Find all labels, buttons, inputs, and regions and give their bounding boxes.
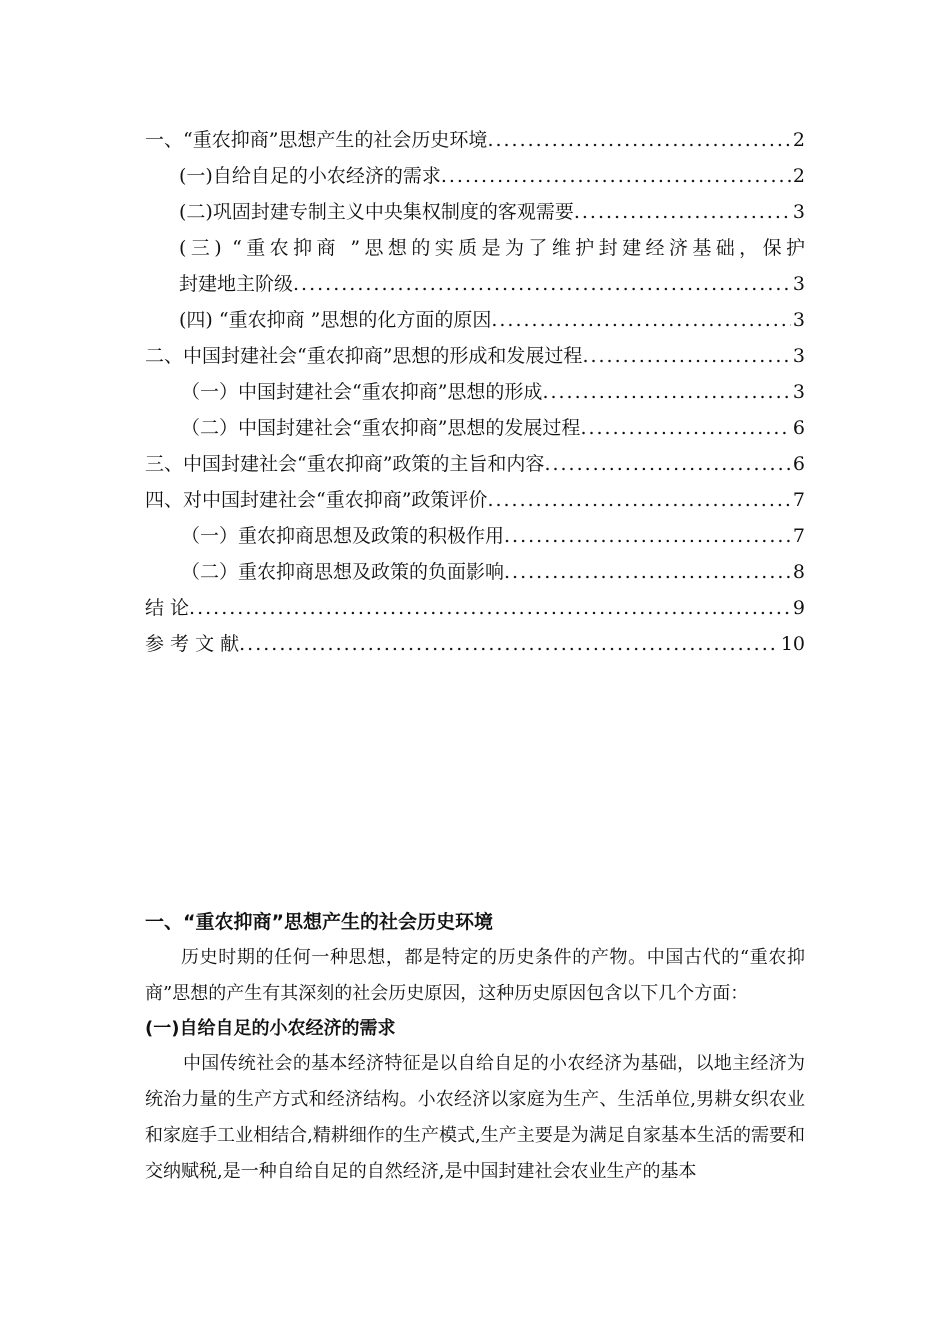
toc-entry[interactable] — [145, 158, 805, 194]
toc-entry-title: (一)自给自足的小农经济的需求 — [179, 165, 441, 187]
table-of-contents — [145, 122, 805, 662]
body-paragraph: 中国传统社会的基本经济特征是以自给自足的小农经济为基础，以地主经济为统治力量的生产方式和经济结构。小农经济以家庭为生产、生活单位,男耕女织农业和家庭手工业相结合,精耕细作的生产模式,生产主要是为满足自家基本生活的需要和交纳赋税,是一种自给自足的自然经济,是中国封建社会农业生产的基本 — [145, 1053, 805, 1182]
toc-leader-dots — [504, 554, 791, 590]
toc-leader-dots — [487, 122, 790, 158]
toc-entry-title-line2: 封建地主阶级 — [179, 273, 294, 295]
toc-entry[interactable] — [145, 590, 805, 626]
toc-entry-title: (二)巩固封建专制主义中央集权制度的客观需要 — [179, 201, 574, 223]
toc-entry[interactable] — [145, 266, 805, 302]
toc-leader-dots — [293, 266, 791, 302]
toc-entry-title: (四) “重农抑商 ”思想的化方面的原因 — [179, 309, 492, 331]
toc-entry-title: 参 考 文 献 — [145, 633, 240, 655]
toc-entry[interactable] — [145, 410, 805, 446]
toc-page-number: 3 — [792, 309, 805, 331]
toc-entry[interactable] — [145, 194, 805, 230]
toc-page-number: 10 — [780, 633, 805, 655]
body-paragraph: 历史时期的任何一种思想，都是特定的历史条件的产物。中国古代的“重农抑商”思想的产生有其深刻的社会历史原因，这种历史原因包含以下几个方面： — [145, 947, 805, 1004]
toc-page-number: 6 — [792, 417, 805, 439]
toc-page-number: 2 — [792, 165, 805, 187]
toc-leader-dots — [487, 482, 790, 518]
toc-page-number: 8 — [792, 561, 805, 583]
toc-leader-dots — [544, 446, 790, 482]
toc-page-number: 2 — [792, 129, 805, 151]
toc-entry[interactable] — [145, 518, 805, 554]
toc-entry[interactable] — [145, 122, 805, 158]
toc-entry-title: 三、中国封建社会“重农抑商”政策的主旨和内容 — [145, 453, 545, 475]
toc-entry-title: 一、“重农抑商”思想产生的社会历史环境 — [145, 129, 488, 151]
toc-leader-dots — [441, 158, 791, 194]
toc-entry-title: 二、中国封建社会“重农抑商”思想的形成和发展过程 — [145, 345, 583, 367]
subsection-heading: (一)自给自足的小农经济的需求 — [145, 1018, 396, 1039]
toc-page-number: 3 — [792, 273, 805, 295]
toc-entry-title-line1[interactable]: (三) “重农抑商 ”思想的实质是为了维护封建经济基础，保护 — [179, 237, 805, 259]
toc-leader-dots — [542, 374, 790, 410]
toc-entry-title: （一）重农抑商思想及政策的积极作用 — [181, 525, 505, 547]
toc-page-number: 3 — [792, 201, 805, 223]
document-body — [145, 904, 805, 1190]
toc-entry-title: 结 论 — [145, 597, 190, 619]
toc-entry[interactable] — [145, 482, 805, 518]
toc-leader-dots — [582, 338, 790, 374]
section-heading: 一、“重农抑商”思想产生的社会历史环境 — [145, 911, 493, 933]
toc-page-number: 3 — [792, 345, 805, 367]
toc-leader-dots — [239, 626, 779, 662]
toc-entry[interactable] — [145, 374, 805, 410]
toc-entry-title: （一）中国封建社会“重农抑商”思想的形成 — [181, 381, 543, 403]
toc-page-number: 3 — [792, 381, 805, 403]
toc-entry-title: 四、对中国封建社会“重农抑商”政策评价 — [145, 489, 488, 511]
toc-entry[interactable] — [145, 302, 805, 338]
toc-entry[interactable] — [145, 626, 805, 662]
toc-entry[interactable] — [145, 554, 805, 590]
toc-leader-dots — [574, 194, 791, 230]
toc-leader-dots — [504, 518, 791, 554]
toc-page-number: 6 — [792, 453, 805, 475]
toc-entry-title: （二）重农抑商思想及政策的负面影响 — [181, 561, 505, 583]
toc-entry-title: （二）中国封建社会“重农抑商”思想的发展过程 — [181, 417, 581, 439]
toc-page-number: 7 — [792, 489, 805, 511]
toc-page-number: 7 — [792, 525, 805, 547]
toc-leader-dots — [580, 410, 790, 446]
toc-leader-dots — [189, 590, 791, 626]
toc-leader-dots — [491, 302, 791, 338]
toc-entry[interactable] — [145, 446, 805, 482]
toc-entry[interactable] — [145, 338, 805, 374]
toc-page-number: 9 — [792, 597, 805, 619]
